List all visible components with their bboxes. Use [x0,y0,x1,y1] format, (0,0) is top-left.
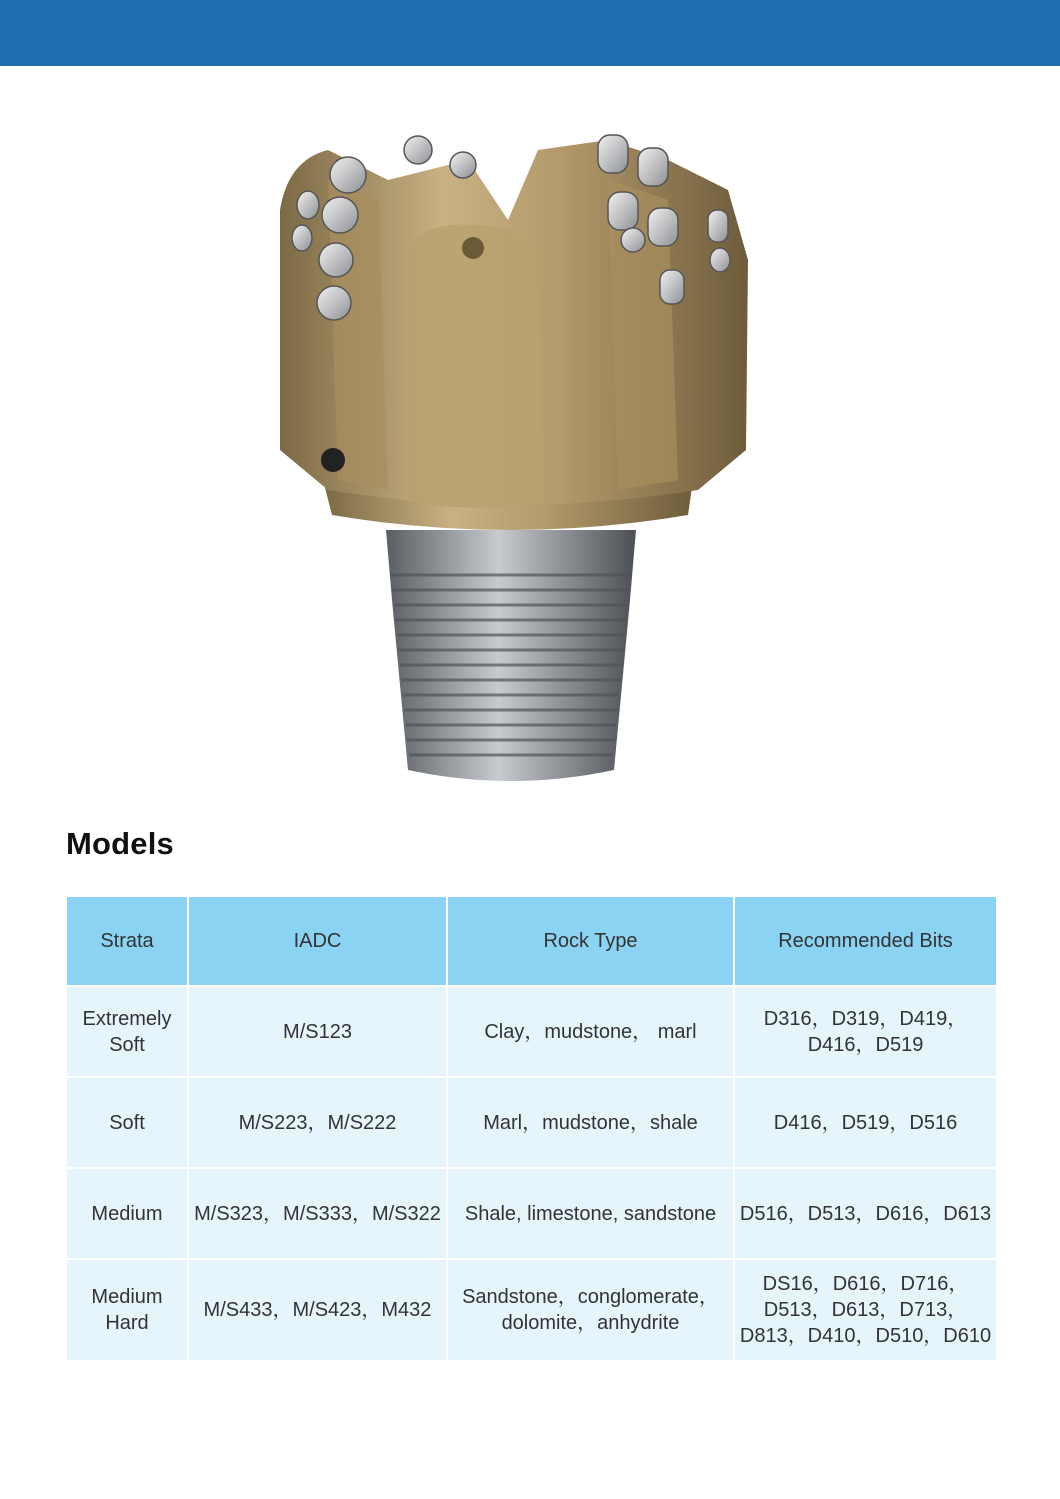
header-rock-type: Rock Type [447,897,734,986]
cell-recommended-bits: D416，D519，D516 [734,1077,996,1168]
cell-strata: Medium Hard [67,1259,188,1361]
cell-iadc: M/S123 [188,986,447,1077]
cell-strata: Extremely Soft [67,986,188,1077]
top-header-band [0,0,1060,66]
cell-iadc: M/S323，M/S333，M/S322 [188,1168,447,1259]
table-row [67,1077,996,1168]
cell-iadc: M/S433，M/S423，M432 [188,1259,447,1361]
table-row [67,1259,996,1361]
pdc-drill-bit-image [268,120,768,800]
cell-strata: Medium [67,1168,188,1259]
cell-iadc: M/S223，M/S222 [188,1077,447,1168]
header-iadc: IADC [188,897,447,986]
table-row [67,986,996,1077]
models-table [67,897,996,1362]
header-recommended-bits: Recommended Bits [734,897,996,986]
cell-recommended-bits: DS16，D616，D716，D513，D613，D713，D813，D410，D510，D610 [734,1259,996,1361]
cell-rock-type: Clay，mudstone， marl [447,986,734,1077]
table-header-row [67,897,996,986]
header-strata: Strata [67,897,188,986]
cell-recommended-bits: D316，D319，D419，D416，D519 [734,986,996,1077]
cell-strata: Soft [67,1077,188,1168]
models-heading: Models [66,826,174,861]
table-row [67,1168,996,1259]
cell-rock-type: Sandstone，conglomerate，dolomite，anhydrite [447,1259,734,1361]
cell-rock-type: Marl，mudstone，shale [447,1077,734,1168]
cell-recommended-bits: D516，D513，D616，D613 [734,1168,996,1259]
cell-rock-type: Shale, limestone, sandstone [447,1168,734,1259]
